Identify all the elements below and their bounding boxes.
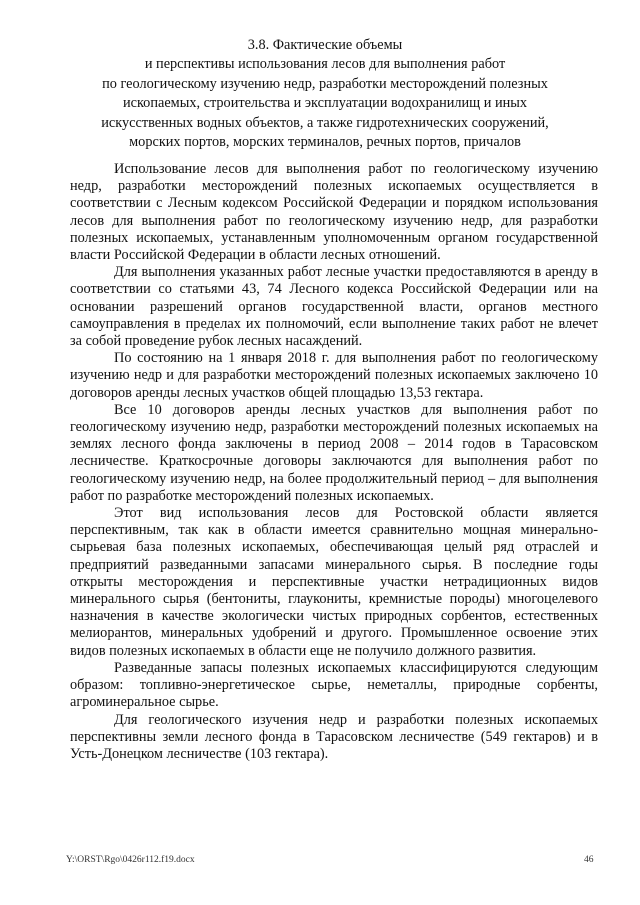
paragraph: Этот вид использования лесов для Ростовской области является перспективным, так как в области имеется сравнительно мощная минерально-сырьевая база полезных ископаемых, обеспечивающая целый ряд отраслей и предприятий разведанными запасами минерального сырья. В последние годы открыты месторождения и перспективные участки нетрадиционных видов минерального сырья (бентониты, глаукониты, кремнистые породы) многоцелевого назначения в качестве экологически чистых природных сорбентов, естественных мелиорантов, минеральных удобрений и другого. Промышленное освоение этих видов полезных ископаемых в области еще не получило должного развития. — [70, 505, 598, 659]
section-heading — [62, 36, 588, 152]
heading-line: искусственных водных объектов, а также гидротехнических сооружений, — [101, 114, 549, 131]
page-number: 46 — [584, 855, 594, 865]
paragraph: Разведанные запасы полезных ископаемых классифицируются следующим образом: топливно-энергетическое сырье, неметаллы, природные сорбенты, агроминеральное сырье. — [70, 659, 598, 711]
heading-line: 3.8. Фактические объемы — [247, 37, 403, 53]
body-text — [70, 161, 598, 763]
paragraph: По состоянию на 1 января 2018 г. для выполнения работ по геологическому изучению недр и для разработки месторождений полезных ископаемых заключено 10 договоров аренды лесных участков общей площадью 13,53 гектара. — [70, 350, 598, 401]
paragraph: Все 10 договоров аренды лесных участков для выполнения работ по геологическому изучению недр, разработки месторождений полезных ископаемых на землях лесного фонда заключены в период 2008 – 2014 годов в Тарасовском лесничестве. Краткосрочные договоры заключаются для выполнения работ по геологическому изучению недр, на более продолжительный период – для выполнения работ по разработке месторождений полезных ископаемых. — [70, 401, 598, 504]
heading-line: и перспективы использования лесов для выполнения работ — [144, 56, 506, 73]
paragraph: Для геологического изучения недр и разработки полезных ископаемых перспективны земли лесного фонда в Тарасовском лесничестве (549 гектаров) и в Усть-Донецком лесничестве (103 гектара). — [70, 711, 598, 762]
paragraph: Использование лесов для выполнения работ по геологическому изучению недр, разработки месторождений полезных ископаемых осуществляется в соответствии с Лесным кодексом Российской Федерации и порядком использования лесов для выполнения работ по геологическому изучению недр, для разработки полезных ископаемых, устанавленным уполномоченным органом государственной власти Российской Федерации в области лесных отношений. — [70, 161, 598, 264]
paragraph: Для выполнения указанных работ лесные участки предоставляются в аренду в соответствии со статьями 43, 74 Лесного кодекса Российской Федерации или на основании разрешений органов государственной власти, органов местного самоуправления в пределах их полномочий, если выполнение таких работ не влечет за собой проведение рубок лесных насаждений. — [70, 264, 598, 350]
heading-line: морских портов, морских терминалов, речных портов, причалов — [129, 134, 521, 151]
heading-line: ископаемых, строительства и эксплуатации водохранилищ и иных — [122, 95, 528, 112]
heading-line: по геологическому изучению недр, разработки месторождений полезных — [102, 75, 548, 92]
footer-file-path: Y:\ORST\Rgo\0426r112.f19.docx — [66, 855, 195, 865]
